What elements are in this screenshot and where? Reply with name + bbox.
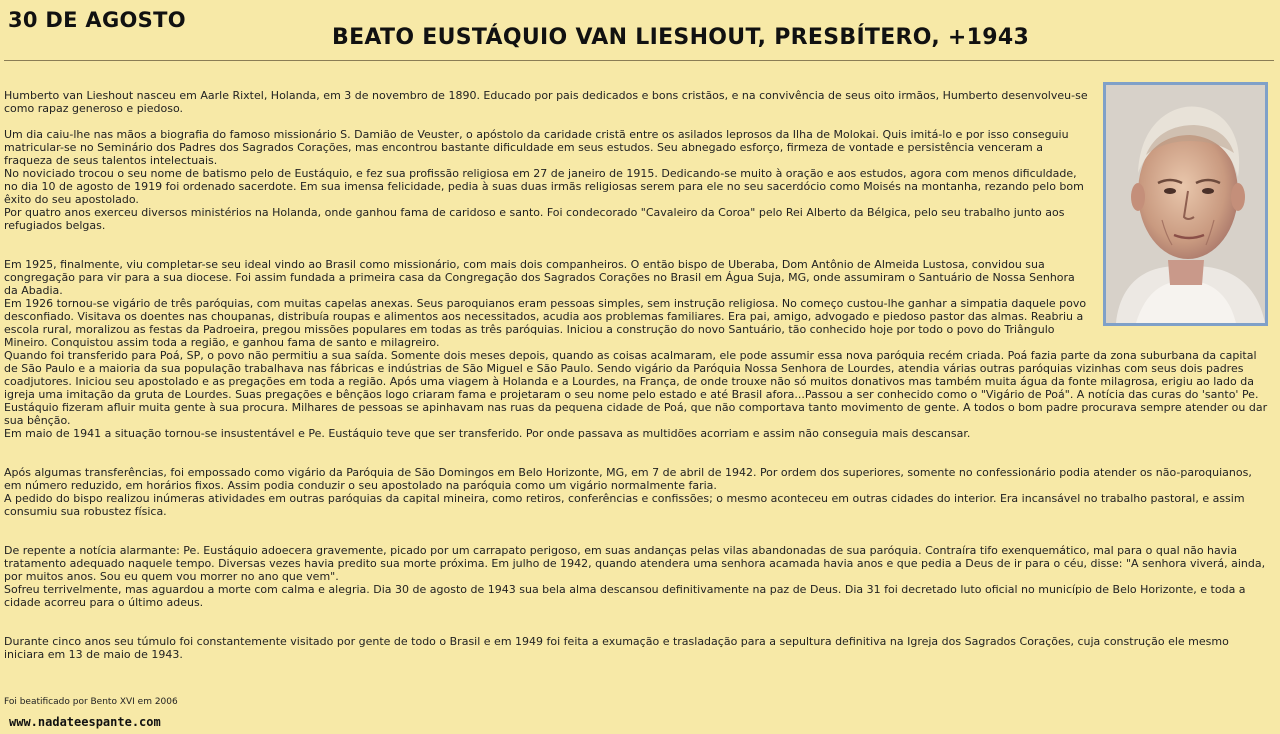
paragraph-vocation: Um dia caiu-lhe nas mãos a biografia do famoso missionário S. Damião de Veuster, o apóstolo da caridade cristã entre os asilados leprosos da Ilha de Molokai. Quis imitá-lo e por isso conseguiu matricular-se no Seminário dos Padres dos Sagrados Corações, mas encontrou bastante dificuldade em seus estudos. Seu abnegado esforço, firmeza de vontade e persistência venceram a fraqueza de seus talentos intelectuais. [4,128,1069,167]
paragraph-illness: De repente a notícia alarmante: Pe. Eustáquio adoecera gravemente, picado por um carrapato perigoso, em suas andanças pelas vilas abandonadas de sua paróquia. Contraíra tifo exenquemático, mal para o qual não havia tratamento adequado naquele tempo. Diversas vezes havia predito sua morte próxima. Em julho de 1942, quando atendera uma senhora acamada havia anos e que pedia a Deus de ir para o céu, disse: "A senhora viverá, ainda, por muitos anos. Sou eu quem vou morrer no ano que vem". [4,544,1266,583]
beatification-note: Foi beatificado por Bento XVI em 2006 [4,697,178,707]
article-body [4,89,1270,661]
spacer [4,232,1270,258]
paragraph-ordination: No noviciado trocou o seu nome de batismo pelo de Eustáquio, e fez sua profissão religiosa em 27 de janeiro de 1915. Dedicando-se muito à oração e aos estudos, agora com menos dificuldade, no dia 10 de agosto de 1919 foi ordenado sacerdote. Em sua imensa felicidade, pedia à suas duas irmãs religiosas serem para ele no seu sacerdócio como Moisés na montanha, rezando pelo bom êxito do seu apostolado. [4,167,1084,206]
page-title: BEATO EUSTÁQUIO VAN LIESHOUT, PRESBÍTERO, +1943 [332,25,1030,50]
paragraph-death: Sofreu terrivelmente, mas aguardou a morte com calma e alegria. Dia 30 de agosto de 1943 sua bela alma descansou definitivamente na paz de Deus. Dia 31 foi decretado luto oficial no município de Belo Horizonte, e toda a cidade acorreu para o último adeus. [4,583,1246,609]
spacer [4,609,1270,635]
date-heading: 30 DE AGOSTO [8,8,186,32]
paragraph-belo-horizonte: Após algumas transferências, foi empossado como vigário da Paróquia de São Domingos em Belo Horizonte, MG, em 7 de abril de 1942. Por ordem dos superiores, somente no confessionário podia atender os não-paroquianos, em número reduzido, em horários fixos. Assim podia conduzir o seu apostolado na paróquia como um vigário normalmente faria. [4,466,1252,492]
spacer [4,440,1270,466]
paragraph-arrival-brazil: Em 1925, finalmente, viu completar-se seu ideal vindo ao Brasil como missionário, com mais dois companheiros. O então bispo de Uberaba, Dom Antônio de Almeida Lustosa, convidou sua congregação para vir para a sua diocese. Foi assim fundada a primeira casa da Congregação dos Sagrados Corações no Brasil em Água Suja, MG, onde assumiram o Santuário de Nossa Senhora da Abadia. [4,258,1075,297]
spacer [4,518,1270,544]
paragraph-activities: A pedido do bispo realizou inúmeras atividades em outras paróquias da capital mineira, como retiros, conferências e confissões; o mesmo aconteceu em outras cidades do interior. Era incansável no trabalho pastoral, e assim consumiu sua robustez física. [4,492,1245,518]
paragraph-birth: Humberto van Lieshout nasceu em Aarle Rixtel, Holanda, em 3 de novembro de 1890. Educado por pais dedicados e bons cristãos, e na convivência de seus oito irmãos, Humberto desenvolveu-se como rapaz generoso e piedoso. [4,89,1088,115]
paragraph-poa: Quando foi transferido para Poá, SP, o povo não permitiu a sua saída. Somente dois meses depois, quando as coisas acalmaram, ele pode assumir essa nova paróquia recém criada. Poá fazia parte da zona suburbana da capital de São Paulo e a maioria da sua população trabalhava nas fábricas e indústrias de São Miguel e São Paulo. Sendo vigário da Paróquia Nossa Senhora de Lourdes, atendia várias outras paróquias vizinhas com seus dois padres coadjutores. Iniciou seu apostolado e as pregações em toda a região. Após uma viagem à Holanda e a Lourdes, na França, de onde trouxe não só muitos donativos mas também muita água da fonte milagrosa, erigiu ao lado da igreja uma imitação da gruta de Lourdes. Suas pregações e bênçãos logo criaram fama e projetaram o seu nome pelo estado e até Brasil afora...Passou a ser conhecido como o "Vigário de Poá". A notícia das curas do 'santo' Pe. Eustáquio fizeram afluir muita gente à sua procura. Milhares de pessoas se apinhavam nas ruas da pequena cidade de Poá, que não comportava tanto movimento de gente. A todos o bom padre procurava sempre atender ou dar sua bênção. [4,349,1268,427]
paragraph-tomb: Durante cinco anos seu túmulo foi constantemente visitado por gente de todo o Brasil e em 1949 foi feita a exumação e trasladação para a sepultura definitiva na Igreja dos Sagrados Corações, cuja construção ele mesmo iniciara em 13 de maio de 1943. [4,635,1229,661]
paragraph-parishes: Em 1926 tornou-se vigário de três paróquias, com muitas capelas anexas. Seus paroquianos eram pessoas simples, sem instrução religiosa. No começo custou-lhe ganhar a simpatia daquele povo desconfiado. Visitava os doentes nas choupanas, distribuía roupas e alimentos aos necessitados, acudia aos problemas familiares. Era pai, amigo, advogado e piedoso pastor das almas. Reabriu a escola rural, moralizou as festas da Padroeira, pregou missões populares em todas as três paróquias. Iniciou a construção do novo Santuário, tão conhecido hoje por todo o povo do Triângulo Mineiro. Conquistou assim toda a região, e ganhou fama de santo e milagreiro. [4,297,1087,349]
header-divider [4,60,1274,61]
paragraph-holland-ministry: Por quatro anos exerceu diversos ministérios na Holanda, onde ganhou fama de caridoso e santo. Foi condecorado "Cavaleiro da Coroa" pelo Rei Alberto da Bélgica, pelo seu trabalho junto aos refugiados belgas. [4,206,1065,232]
website-link[interactable]: www.nadateespante.com [9,715,161,729]
paragraph-transfer: Em maio de 1941 a situação tornou-se insustentável e Pe. Eustáquio teve que ser transferido. Por onde passava as multidões acorriam e assim não conseguia mais descansar. [4,427,971,440]
